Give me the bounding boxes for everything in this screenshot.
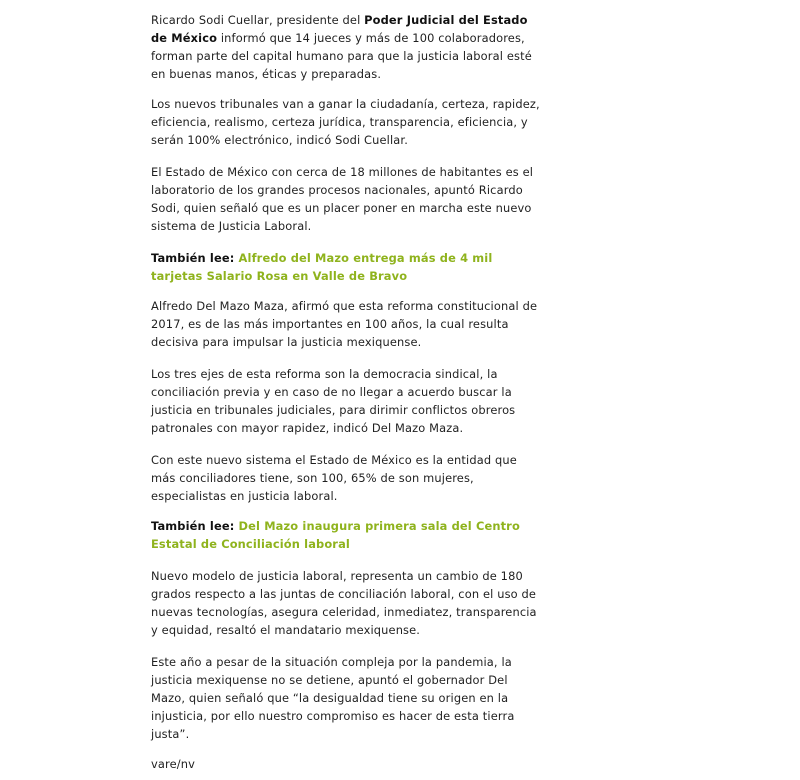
related-article-1 [151,249,543,285]
related-label: También lee: [151,251,239,265]
related-link-salario-rosa[interactable]: Alfredo del Mazo entrega más de 4 mil tarjetas Salario Rosa en Valle de Bravo [151,251,493,283]
paragraph-conciliators: Con este nuevo sistema el Estado de México es la entidad que más conciliadores tiene, son 100, 65% de son mujeres, especialistas en justicia laboral. [151,453,517,503]
related-label: También lee: [151,519,239,533]
paragraph-text: informó que 14 jueces y más de 100 colaboradores, forman parte del capital humano para que la justicia laboral esté en buenas manos, éticas y preparadas. [151,31,532,81]
bold-entity-name: Poder Judicial del Estado de México [151,13,528,45]
paragraph-estado-mexico: El Estado de México con cerca de 18 millones de habitantes es el laboratorio de los grandes procesos nacionales, apuntó Ricardo Sodi, quien señaló que es un placer poner en marcha este nuevo sistema de Justicia Laboral. [151,165,534,233]
paragraph-sodi-intro [151,11,543,83]
paragraph-three-axes: Los tres ejes de esta reforma son la democracia sindical, la conciliación previa y en caso de no llegar a acuerdo buscar la justicia en tribunales judiciales, para dirimir conflictos obreros patronales con mayor rapidez, indicó Del Mazo Maza. [151,367,516,435]
article-body [151,11,543,773]
paragraph-new-model: Nuevo modelo de justicia laboral, representa un cambio de 180 grados respecto a las juntas de conciliación laboral, con el uso de nuevas tecnologías, asegura celeridad, inmediatez, transparencia y equidad, resaltó el mandatario mexiquense. [151,569,537,637]
paragraph-reform: Alfredo Del Mazo Maza, afirmó que esta reforma constitucional de 2017, es de las más importantes en 100 años, la cual resulta decisiva para impulsar la justicia mexiquense. [151,299,538,349]
paragraph-pandemic: Este año a pesar de la situación compleja por la pandemia, la justicia mexiquense no se detiene, apuntó el gobernador Del Mazo, quien señaló que “la desigualdad tiene su origen en la injusticia, por ello nuestro compromiso es hacer de esta tierra justa”. [151,655,515,741]
related-link-sala-conciliacion[interactable]: Del Mazo inaugura primera sala del Centro Estatal de Conciliación laboral [151,519,520,551]
paragraph-text: Ricardo Sodi Cuellar, presidente del [151,13,365,27]
author-signature: vare/nv [151,757,196,771]
paragraph-new-tribunals: Los nuevos tribunales van a ganar la ciudadanía, certeza, rapidez, eficiencia, realismo, certeza jurídica, transparencia, eficiencia, y serán 100% electrónico, indicó Sodi Cuellar. [151,97,540,147]
related-article-2 [151,517,543,553]
